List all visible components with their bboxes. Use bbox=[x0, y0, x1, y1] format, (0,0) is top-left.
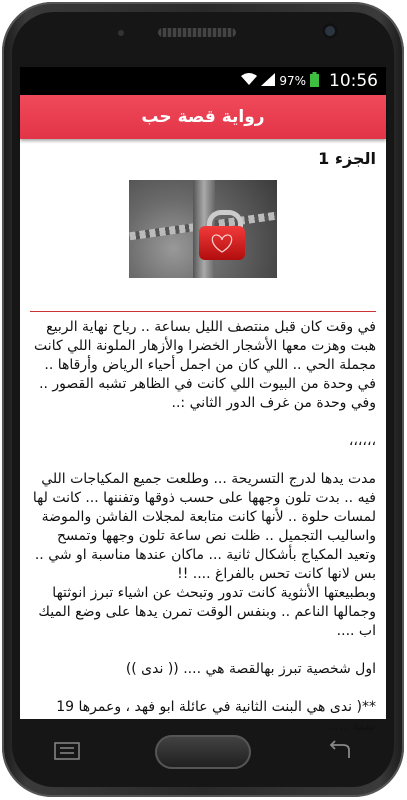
section-divider bbox=[30, 311, 376, 312]
battery-icon bbox=[310, 72, 319, 91]
battery-percent: 97% bbox=[279, 74, 306, 88]
status-bar bbox=[20, 67, 386, 95]
app-title: رواية قصة حب bbox=[141, 107, 265, 127]
back-button[interactable] bbox=[325, 740, 355, 762]
app-bar bbox=[20, 95, 386, 139]
menu-button[interactable] bbox=[52, 740, 82, 762]
story-content[interactable] bbox=[20, 139, 386, 736]
clock: 10:56 bbox=[329, 71, 378, 91]
screen bbox=[20, 67, 386, 734]
proximity-sensor bbox=[118, 30, 124, 36]
wifi-icon bbox=[241, 73, 257, 90]
signal-icon bbox=[261, 73, 275, 90]
earpiece-speaker bbox=[158, 28, 236, 37]
heart-lock-icon bbox=[199, 226, 245, 260]
cover-image bbox=[129, 180, 277, 278]
part-title: الجزء 1 bbox=[318, 149, 376, 168]
story-text: في وقت كان قبل منتصف الليل بساعة .. رياح نهاية الربيع هبت وهزت معها الأشجار الخضرا والأزهار الملونة اللي كانت مجملة الحي .. اللي كان من اجمل أحياء الرياض وأرقاها .. في وحدة من البيوت اللي كانت في الظاهر تشبه القصور .. وفي وحدة من غرف الدور الثاني :.. ،،،،،، مدت يدها لدرج التسريحة ... وطلعت جميع المكياجات اللي فيه .. بدت تلون وجهها على حسب ذوقها وتفننها ... كانت لها لمسات حلوة .. لأنها كانت متابعة لمجلات الفاشن والموضة واساليب التجميل .. ظلت نص ساعة تلون وجهها وتمسح وتعيد المكياج بأشكال ثانية ... ماكان عندها مناسبة او شي .. بس لانها كانت تحس بالفراغ .... !! وبطبيعتها الأنثوية كانت تدور وتبحث عن اشياء تبرز انوثتها وجمالها الناعم .. وبنفس الوقت تمرن يدها على وضع الميك اب .... اول شخصية تبرز بهالقصة هي .... (( ندى )) **( ندى هي البنت الثانية في عائلة ابو فهد ، وعمرها 19 سنة ..... bbox=[32, 319, 376, 734]
home-button[interactable] bbox=[155, 735, 251, 769]
front-camera bbox=[322, 23, 338, 39]
